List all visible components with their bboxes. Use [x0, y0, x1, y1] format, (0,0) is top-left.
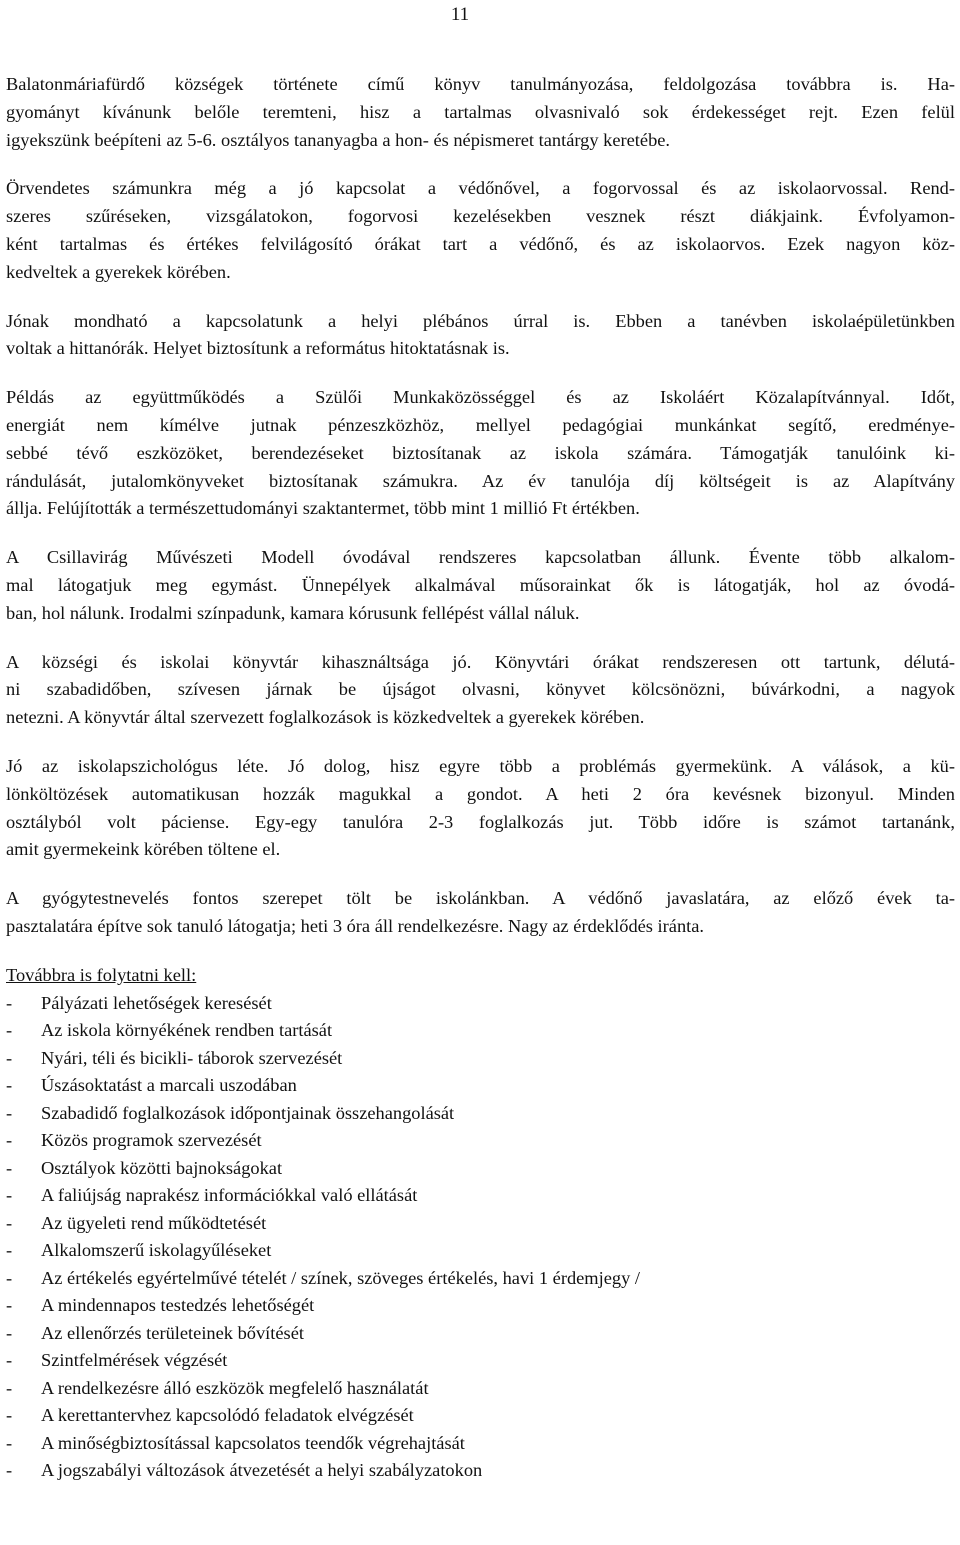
list-item-text: A kerettantervhez kapcsolódó feladatok elvégzését — [41, 1405, 414, 1426]
list-item — [6, 1182, 955, 1210]
paragraph-line: A Csillavirág Művészeti Modell óvodával rendszeres kapcsolatban állunk. Évente több alkalom- — [6, 547, 955, 568]
list-bullet-dash: - — [6, 1130, 13, 1151]
paragraph-line: Jónak mondható a kapcsolatunk a helyi plébános úrral is. Ebben a tanévben iskolaépületünkben — [6, 310, 955, 331]
list-item — [6, 1320, 955, 1348]
paragraph-group — [6, 71, 955, 941]
list-bullet-dash: - — [6, 992, 13, 1013]
paragraph-line: amit gyermekeink körében töltene el. — [6, 839, 281, 860]
list-item — [6, 990, 955, 1018]
paragraph-line: sebbé tévő eszközöket, berendezéseket biztosítanak az iskola számára. Támogatják tanulóink ki- — [6, 442, 955, 463]
list-bullet-dash: - — [6, 1350, 13, 1371]
list-item-text: Szintfelmérések végzését — [41, 1350, 228, 1371]
paragraph — [6, 308, 955, 364]
list-item-text: Pályázati lehetőségek keresését — [41, 992, 272, 1013]
paragraph-line: mal látogatjuk meg egymást. Ünnepélyek alkalmával műsorainkat ők is látogatják, hol az óvodá- — [6, 574, 955, 595]
paragraph — [6, 175, 955, 286]
list-item — [6, 1210, 955, 1238]
paragraph-line: A gyógytestnevelés fontos szerepet tölt be iskolánkban. A védőnő javaslatára, az előző évek ta- — [6, 888, 955, 909]
paragraph-line: pasztalatára építve sok tanuló látogatja; heti 3 óra áll rendelkezésre. Nagy az érdeklődés iránta. — [6, 915, 705, 936]
paragraph-line: Jó az iskolapszichológus léte. Jó dolog, hisz egyre több a problémás gyermekünk. A válások, a kü- — [6, 755, 955, 776]
list-bullet-dash: - — [6, 1075, 13, 1096]
list-item-text: A minőségbiztosítással kapcsolatos teendők végrehajtását — [41, 1432, 465, 1453]
paragraph-line: ni szabadidőben, szívesen járnak be újságot olvasni, könyvet kölcsönözni, búvárkodni, a nagyok — [6, 679, 955, 700]
list-item — [6, 1017, 955, 1045]
paragraph-line: Példás az együttműködés a Szülői Munkaközösséggel és az Iskoláért Közalapítvánnyal. Időt, — [6, 387, 955, 408]
paragraph — [6, 753, 955, 864]
list-bullet-dash: - — [6, 1432, 13, 1453]
paragraph-line: igyekszünk beépíteni az 5-6. osztályos tananyagba a hon- és népismeret tantárgy keretébe. — [6, 129, 671, 150]
paragraph-line: lönköltözések automatikusan hozzák magukkal a gondot. A heti 2 óra kevésnek bizonyul. Minden — [6, 783, 955, 804]
list-item-text: A jogszabályi változások átvezetését a helyi szabályzatokon — [41, 1460, 483, 1481]
list-item-text: Az értékelés egyértelművé tételét / színek, szöveges értékelés, havi 1 érdemjegy / — [41, 1267, 640, 1288]
paragraph-line: gyományt kívánunk belőle teremteni, hisz a tartalmas olvasnivaló sok érdekességet rejt. Ezen felül — [6, 101, 955, 122]
list-bullet-dash: - — [6, 1377, 13, 1398]
list-item-text: Az iskola környékének rendben tartását — [41, 1020, 333, 1041]
list-item — [6, 1402, 955, 1430]
paragraph-line: Örvendetes számunkra még a jó kapcsolat a védőnővel, a fogorvossal és az iskolaorvossal. Rend- — [6, 178, 955, 199]
list-item — [6, 1155, 955, 1183]
list-bullet-dash: - — [6, 1157, 13, 1178]
paragraph-line: ként tartalmas és értékes felvilágosító órákat tart a védőnő, és az iskolaorvos. Ezek nagyon köz- — [6, 233, 955, 254]
paragraph-line: ban, hol nálunk. Irodalmi színpadunk, kamara kórusunk fellépést vállal náluk. — [6, 602, 580, 623]
list-item — [6, 1045, 955, 1073]
page-number: 11 — [450, 4, 470, 25]
list-item-text: Úszásoktatást a marcali uszodában — [41, 1075, 297, 1096]
list-bullet-dash: - — [6, 1185, 13, 1206]
paragraph-line: A községi és iskolai könyvtár kihasználtsága jó. Könyvtári órákat rendszeresen ott tartunk, délutá- — [6, 651, 955, 672]
list-item-text: A rendelkezésre álló eszközök megfelelő használatát — [41, 1377, 429, 1398]
list-item-text: Szabadidő foglalkozások időpontjainak összehangolását — [41, 1102, 455, 1123]
list-item — [6, 1430, 955, 1458]
paragraph — [6, 544, 955, 627]
list-item-text: Osztályok közötti bajnokságokat — [41, 1157, 283, 1178]
list-item-text: A faliújság naprakész információkkal való ellátását — [41, 1185, 418, 1206]
paragraph-line: voltak a hittanórák. Helyet biztosítunk a református hitoktatásnak is. — [6, 338, 510, 359]
list-item-text: Az ügyeleti rend működtetését — [41, 1212, 267, 1233]
list-item-text: A mindennapos testedzés lehetőségét — [41, 1295, 315, 1316]
list-item-text: Nyári, téli és bicikli- táborok szervezését — [41, 1047, 343, 1068]
paragraph-line: Balatonmáriafürdő községek története című könyv tanulmányozása, feldolgozása továbbra is. Ha- — [6, 74, 955, 94]
paragraph-line: netezni. A könyvtár által szervezett foglalkozások is közkedveltek a gyerekek körében. — [6, 707, 645, 728]
list-bullet-dash: - — [6, 1047, 13, 1068]
paragraph — [6, 71, 955, 154]
paragraph-line: kedveltek a gyerekek körében. — [6, 261, 231, 282]
list-bullet-dash: - — [6, 1212, 13, 1233]
paragraph-line: rándulását, jutalomkönyveket biztosítanak számukra. Az év tanulója díj költségeit is az Alapítvány — [6, 470, 955, 491]
list-item-text: Alkalomszerű iskolagyűléseket — [41, 1240, 272, 1261]
paragraph — [6, 649, 955, 732]
list-bullet-dash: - — [6, 1460, 13, 1481]
paragraph-line: osztályból volt páciense. Egy-egy tanulóra 2-3 foglalkozás jut. Több időre is számot tartanánk, — [6, 811, 955, 832]
list-item — [6, 1237, 955, 1265]
page-body — [6, 71, 955, 1485]
list-item — [6, 1375, 955, 1403]
list-bullet-dash: - — [6, 1102, 13, 1123]
paragraph-line: állja. Felújították a természettudományi szaktantermet, több mint 1 millió Ft értékben. — [6, 498, 640, 519]
list-bullet-dash: - — [6, 1240, 13, 1261]
list-item — [6, 1292, 955, 1320]
paragraph-line: szeres szűréseken, vizsgálatokon, fogorvosi kezelésekben vesznek részt diákjaink. Évfolyamon- — [6, 206, 955, 227]
list-item — [6, 1127, 955, 1155]
paragraph — [6, 384, 955, 523]
list-bullet-dash: - — [6, 1295, 13, 1316]
list-item-text: Közös programok szervezését — [41, 1130, 262, 1151]
list-bullet-dash: - — [6, 1405, 13, 1426]
list-item — [6, 1072, 955, 1100]
list-bullet-dash: - — [6, 1267, 13, 1288]
list-item — [6, 1457, 955, 1485]
paragraph — [6, 885, 955, 941]
list-item — [6, 1265, 955, 1293]
list-title: Továbbra is folytatni kell: — [6, 964, 197, 985]
list-item — [6, 1347, 955, 1375]
todo-list — [6, 990, 955, 1485]
list-bullet-dash: - — [6, 1020, 13, 1041]
list-item-text: Az ellenőrzés területeinek bővítését — [41, 1322, 304, 1343]
paragraph-line: energiát nem kímélve jutnak pénzeszközhöz, mellyel pedagógiai munkánkat segítő, eredménye- — [6, 414, 955, 435]
list-item — [6, 1100, 955, 1128]
list-bullet-dash: - — [6, 1322, 13, 1343]
